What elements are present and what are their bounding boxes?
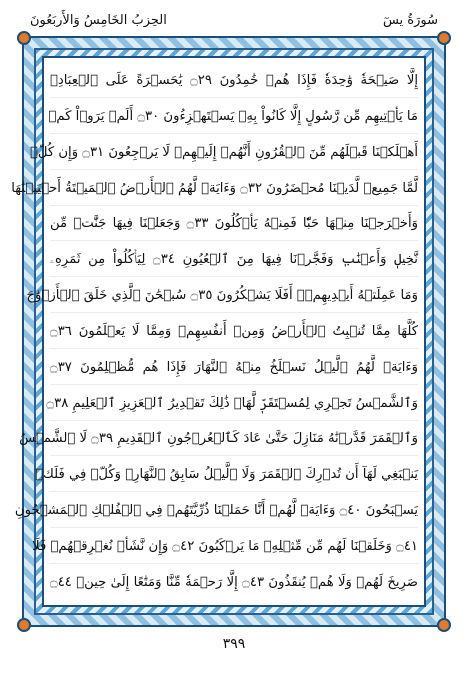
verse-line: لَّمَّا جَمِيعٞ لَّدَيۡنَا مُحۡضَرُونَ ۝٣٢ وَءَايَةٞ لَّهُمُ ٱلۡأَرۡضُ ٱلۡمَيۡتَةُ أَحۡيَيۡنَٰهَا [50,172,418,206]
verse-line: كُلَّهَا مِمَّا تُنۢبِتُ ٱلۡأَرۡضُ وَمِنۡ أَنفُسِهِمۡ وَمِمَّا لَا يَعۡلَمُونَ ۝٣٦ [50,315,418,349]
verse-line: يَسۡبَحُونَ ۝٤٠ وَءَايَةٞ لَّهُمۡ أَنَّا حَمَلۡنَا ذُرِّيَّتَهُمۡ فِي ٱلۡفُلۡكِ ٱلۡمَشۡحُونِ [50,494,418,528]
verse-line: إِلَّا صَيۡحَةٗ وَٰحِدَةٗ فَإِذَا هُمۡ خَٰمِدُونَ ۝٢٩ يَٰحَسۡرَةً عَلَى ٱلۡعِبَادِۚ [50,64,418,98]
verse-line: وَءَايَةٞ لَّهُمُ ٱلَّيۡلُ نَسۡلَخُ مِنۡهُ ٱلنَّهَارَ فَإِذَا هُم مُّظۡلِمُونَ ۝٣٧ [50,351,418,385]
page-header [30,10,438,30]
page-number: ٣٩٩ [222,636,246,652]
corner-ornament-icon [17,31,31,45]
verse-line: وَٱلۡقَمَرَ قَدَّرۡنَٰهُ مَنَازِلَ حَتَّىٰ عَادَ كَٱلۡعُرۡجُونِ ٱلۡقَدِيمِ ۝٣٩ لَا ٱلشَّمۡسُ [50,422,418,456]
verse-line: أَهۡلَكۡنَا قَبۡلَهُم مِّنَ ٱلۡقُرُونِ أَنَّهُمۡ إِلَيۡهِمۡ لَا يَرۡجِعُونَ ۝٣١ وَإِن كُلّٞ [50,136,418,170]
ornamental-border-inner [11,48,434,615]
verse-line: وَمَا عَمِلَتۡهُ أَيۡدِيهِمۡۚ أَفَلَا يَشۡكُرُونَ ۝٣٥ سُبۡحَٰنَ ٱلَّذِي خَلَقَ ٱلۡأَزۡوَٰجَ [50,279,418,313]
corner-ornament-icon [17,618,31,632]
verse-line: نَّخِيلٖ وَأَعۡنَٰبٖ وَفَجَّرۡنَا فِيهَا مِنَ ٱلۡعُيُونِ ۝٣٤ لِيَأۡكُلُواْ مِن ثَمَرِهِۦ [50,243,418,277]
verse-line: صَرِيخَ لَهُمۡ وَلَا هُمۡ يُنقَذُونَ ۝٤٣ إِلَّا رَحۡمَةٗ مِّنَّا وَمَتَٰعًا إِلَىٰ حِينٖ ۝٤٤ [50,574,418,590]
verse-line: ۝٤١ وَخَلَقۡنَا لَهُم مِّن مِّثۡلِهِۦ مَا يَرۡكَبُونَ ۝٤٢ وَإِن نَّشَأۡ نُغۡرِقۡهُمۡ فَلَا [50,530,418,564]
surah-name: سُورَةُ يسٓ [382,12,438,28]
verse-lines [11,64,419,599]
verse-line: مَا يَأۡتِيهِم مِّن رَّسُولٍ إِلَّا كَانُواْ بِهِۦ يَسۡتَهۡزِءُونَ ۝٣٠ أَلَمۡ يَرَوۡاْ كَمۡ [50,100,418,134]
ornamental-border [11,36,446,627]
corner-ornament-icon [437,618,451,632]
verse-line: وَأَخۡرَجۡنَا مِنۡهَا حَبّٗا فَمِنۡهُ يَأۡكُلُونَ ۝٣٣ وَجَعَلۡنَا فِيهَا جَنَّٰتٖ مِّن [50,207,418,241]
corner-ornament-icon [437,31,451,45]
hizb-label: الحِزبُ الخَامِسُ وَالأَربَعُونَ [30,12,167,28]
verse-line: يَنۢبَغِي لَهَآ أَن تُدۡرِكَ ٱلۡقَمَرَ وَلَا ٱلَّيۡلُ سَابِقُ ٱلنَّهَارِۚ وَكُلّٞ فِي فَلَكٖ [50,458,418,492]
text-panel [11,56,426,607]
verse-line: وَٱلشَّمۡسُ تَجۡرِي لِمُسۡتَقَرّٖ لَّهَاۚ ذَٰلِكَ تَقۡدِيرُ ٱلۡعَزِيزِ ٱلۡعَلِيمِ ۝٣٨ [50,387,418,421]
